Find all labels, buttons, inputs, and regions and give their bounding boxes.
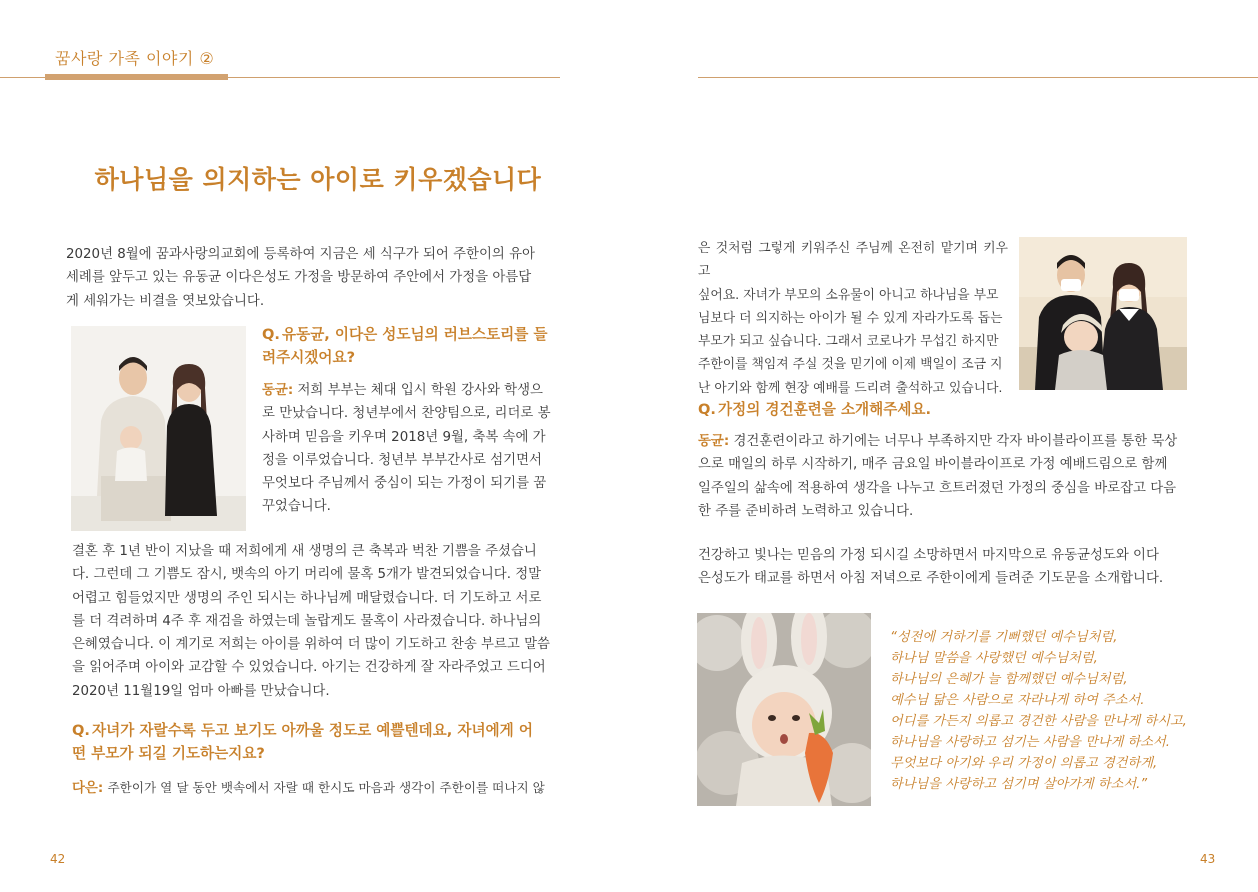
speaker-label: 동균: [262,383,294,398]
prayer-text [890,627,1187,795]
question-3 [698,398,1148,421]
question-3-line: 가정의 경건훈련을 소개해주세요. [718,401,932,418]
body-line: 어렵고 힘들었지만 생명의 주인 되시는 하나님께 매달렸습니다. 더 기도하고 서로 [72,590,542,606]
prayer-line: “성전에 거하기를 기뻐했던 예수님처럼, [890,630,1118,645]
body-line: 2020년 11월19일 엄마 아빠를 만났습니다. [72,683,330,699]
body-line: 건강하고 빛나는 믿음의 가정 되시길 소망하면서 마지막으로 유동균성도와 이다 [698,548,1159,563]
answer-1-line: 저희 부부는 체대 입시 학원 강사와 학생으 [297,383,543,398]
body-line: 다. 그런데 그 기쁨도 잠시, 뱃속의 아기 머리에 물혹 5개가 발견되었습니다. 정말 [72,567,542,583]
family-photo-left [71,326,246,531]
body-line: 님보다 더 의지하는 아이가 될 수 있게 자라가도록 돕는 [698,310,1003,326]
answer-3 [698,430,1188,523]
answer-3-line: 으로 매일의 하루 시작하기, 매주 금요일 바이블라이프로 가정 예배드림으로 함께 [698,457,1168,473]
answer-1-continued [72,540,562,703]
intro-line: 세례를 앞두고 있는 유동균 이다은성도 가정을 방문하여 주안에서 가정을 아름답 [66,270,532,286]
question-1-line: 려주시겠어요? [262,349,356,366]
prayer-line: 하나님의 은혜가 늘 함께했던 예수님처럼, [890,672,1128,687]
q-mark: Q. [262,326,280,343]
question-2 [72,719,562,765]
answer-1-line: 사하며 믿음을 키우며 2018년 9월, 축복 속에 가 [262,429,546,445]
body-line: 은혜였습니다. 이 계기로 저희는 아이를 위하여 더 많이 기도하고 찬송 부르고 말씀 [72,637,550,653]
article-headline: 하나님을 의지하는 아이로 키우겠습니다 [94,165,542,194]
intro-paragraph [66,243,556,313]
q-mark: Q. [72,722,90,739]
question-1-line: 유동균, 이다은 성도님의 러브스토리를 들 [282,326,548,343]
section-header-label: 꿈사랑 가족 이야기 ② [55,49,215,68]
answer-1 [262,379,560,519]
prayer-line: 무엇보다 아기와 우리 가정이 의롭고 경건하게, [890,756,1158,771]
page-number-left: 42 [50,852,66,866]
closing-paragraph [698,544,1188,591]
answer-2 [72,776,572,800]
body-line: 를 더 격려하며 4주 후 재검을 하였는데 놀랍게도 물혹이 사라졌습니다. 하나님의 [72,613,542,629]
body-line: 은 것처럼 그렇게 키워주신 주님께 온전히 맡기며 키우고 [698,241,1008,280]
intro-line: 2020년 8월에 꿈과사랑의교회에 등록하여 지금은 세 식구가 되어 주한이의 유아 [66,247,535,262]
family-photo-right [1019,237,1187,390]
page-number-right: 43 [1200,852,1216,866]
body-line: 결혼 후 1년 반이 지났을 때 저희에게 새 생명의 큰 축복과 벅찬 기쁨을 주셨습니 [72,544,537,559]
answer-3-line: 일주일의 삶속에 적용하여 생각을 나누고 흐트러졌던 가정의 중심을 바로잡고 다음 [698,480,1177,496]
body-line: 부모가 되고 싶습니다. 그래서 코로나가 무섭긴 하지만 [698,334,999,350]
baby-bunny-photo [697,613,871,806]
header-tab-accent [45,74,228,80]
answer-1-line: 로 만났습니다. 청년부에서 찬양팀으로, 리더로 봉 [262,406,551,422]
answer-1-line: 꾸었습니다. [262,499,331,515]
answer-1-line: 무엇보다 주님께서 중심이 되는 가정이 되기를 꿈 [262,476,547,492]
q-mark: Q. [698,401,716,418]
prayer-line: 예수님 닮은 사람으로 자라나게 하여 주소서. [890,693,1145,708]
answer-3-line: 경건훈련이라고 하기에는 너무나 부족하지만 각자 바이블라이프를 통한 묵상 [733,434,1178,449]
answer-1-line: 정을 이루었습니다. 청년부 부부간사로 섬기면서 [262,452,542,468]
body-line: 은성도가 태교를 하면서 아침 저녁으로 주한이에게 들려준 기도문을 소개합니다. [698,571,1164,587]
answer-2-continued [698,237,1008,400]
body-line: 을 읽어주며 아이와 교감할 수 있었습니다. 아기는 건강하게 잘 자라주었고 드디어 [72,660,546,676]
question-2-line: 자녀가 자랄수록 두고 보기도 아까울 정도로 예쁠텐데요, 자녀에게 어 [92,722,533,739]
question-2-line: 떤 부모가 되길 기도하는지요? [72,745,265,762]
body-line: 싶어요. 자녀가 부모의 소유물이 아니고 하나님을 부모 [698,287,999,303]
header-rule-right [698,77,1258,78]
speaker-label: 다은: [72,781,104,796]
body-line: 주한이를 책임져 주실 것을 믿기에 이제 백일이 조금 지 [698,357,1003,373]
body-line: 난 아기와 함께 현장 예배를 드리려 출석하고 있습니다. [698,380,1003,396]
prayer-line: 하나님을 사랑하고 섬기는 사람을 만나게 하소서. [890,735,1170,750]
prayer-line: 하나님 말씀을 사랑했던 예수님처럼, [890,651,1098,666]
prayer-line: 어디를 가든지 의롭고 경건한 사람을 만나게 하시고, [890,714,1187,729]
prayer-line: 하나님을 사랑하고 섬기며 살아가게 하소서.” [890,777,1148,792]
speaker-label: 동균: [698,434,730,449]
answer-3-line: 한 주를 준비하려 노력하고 있습니다. [698,503,914,519]
answer-2-line: 주한이가 열 달 동안 뱃속에서 자랄 때 한시도 마음과 생각이 주한이를 떠나지 않 [107,780,545,795]
intro-line: 게 세워가는 비결을 엿보았습니다. [66,293,265,309]
question-1 [262,323,562,369]
